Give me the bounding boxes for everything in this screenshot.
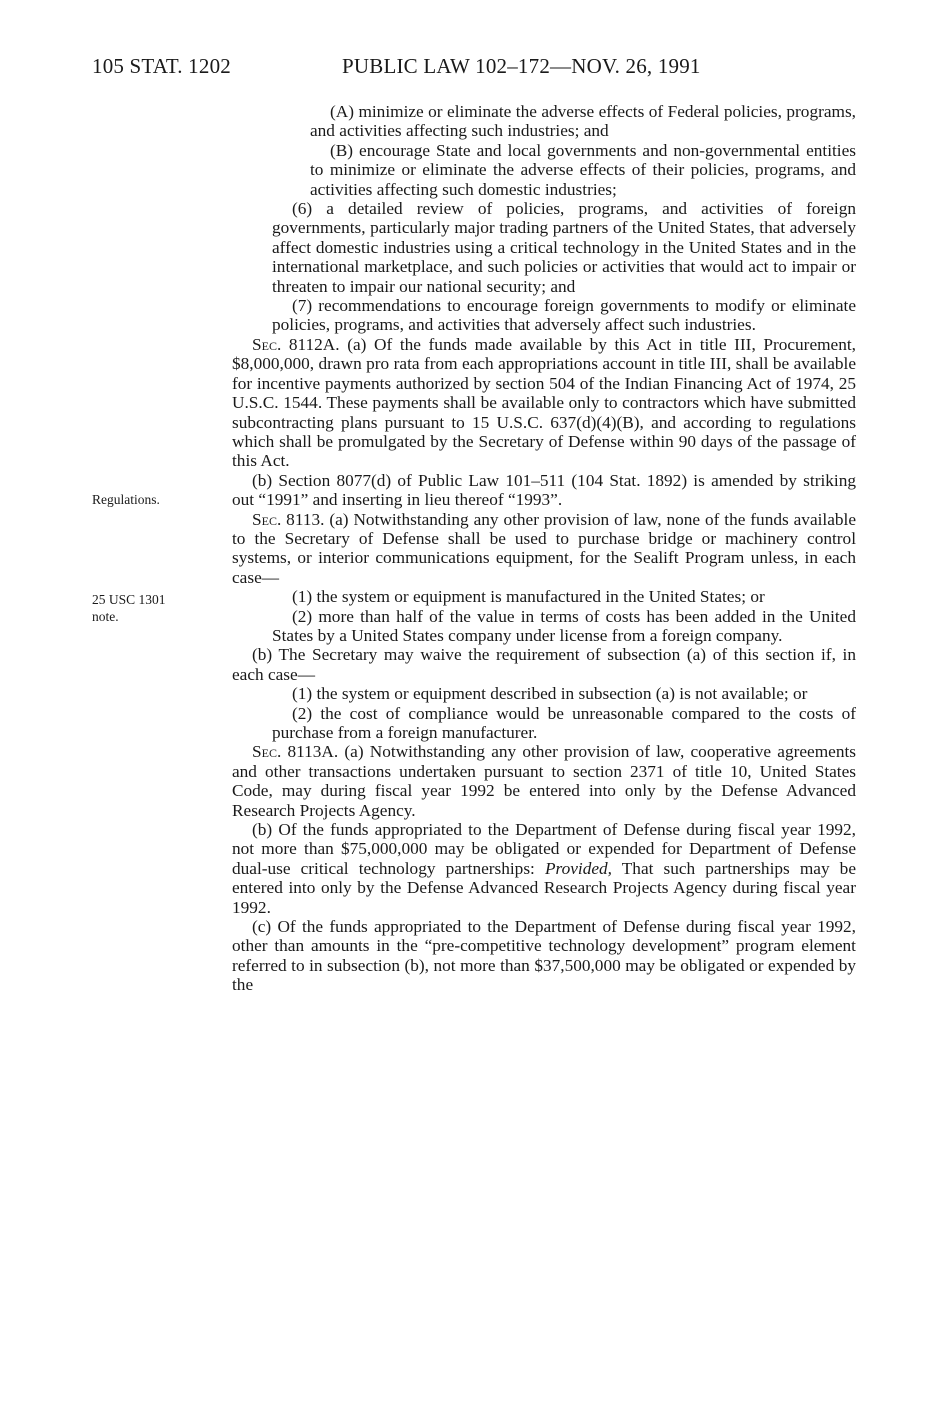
margin-note-usc-line2: note.	[92, 609, 119, 624]
paragraph-6: (6) a detailed review of policies, programs, and activities of foreign governments, particularly major trading partners of the United States, that adversely affect domestic industries using a critical technology in the United States and in the international marketplace, and such policies or activities that would act to impair or threaten to impair our national security; and	[272, 199, 856, 296]
public-law-title: PUBLIC LAW 102–172—NOV. 26, 1991	[342, 54, 701, 78]
body-text	[232, 102, 856, 995]
statute-page-number: 105 STAT. 1202	[92, 54, 231, 78]
sec-label: Sec.	[252, 509, 282, 529]
page-header	[92, 54, 872, 84]
provided-term: Provided,	[544, 858, 612, 878]
sec-label: Sec.	[252, 742, 282, 762]
section-8113a-b	[232, 820, 856, 917]
section-8113-b-item-2: (2) the cost of compliance would be unreasonable compared to the costs of purchase from a foreign manufacturer.	[272, 703, 856, 742]
section-8113-text: 8113. (a) Notwithstanding any other provision of law, none of the funds available to the Secretary of Defense shall be used to purchase bridge or machinery control systems, or interior communications equipment, for the Sealift Program unless, in each case—	[232, 509, 856, 587]
section-8113a-text: 8113A. (a) Notwithstanding any other provision of law, cooperative agreements and other transactions undertaken pursuant to section 2371 of title 10, United States Code, may during fiscal year 1992 be entered into only by the Defense Advanced Research Projects Agency.	[232, 742, 856, 820]
section-8113-b: (b) The Secretary may waive the requirement of subsection (a) of this section if, in each case—	[232, 645, 856, 684]
section-8113a	[232, 742, 856, 820]
margin-note-usc	[92, 591, 166, 625]
section-8112a-b: (b) Section 8077(d) of Public Law 101–511 (104 Stat. 1892) is amended by striking out “1991” and inserting in lieu thereof “1993”.	[232, 470, 856, 510]
section-8113a-b-text-after: That such partnerships may be entered into only by the Defense Advanced Research Projects Agency during fiscal year 1992.	[232, 858, 856, 917]
section-8112a-text: 8112A. (a) Of the funds made available by this Act in title III, Procurement, $8,000,000, drawn pro rata from each appropriations account in title III, shall be available for incentive payments authorized by section 504 of the Indian Financing Act of 1974, 25 U.S.C. 1544. These payments shall be available only to contractors which have submitted subcontracting plans pursuant to 15 U.S.C. 637(d)(4)(B), and according to regulations which shall be promulgated by the Secretary of Defense within 90 days of the passage of this Act.	[232, 334, 856, 471]
section-8113a-b-text-before: (b) Of the funds appropriated to the Department of Defense during fiscal year 1992, not more than $75,000,000 may be obligated or expended for Department of Defense dual-use critical technology partnerships:	[232, 820, 856, 878]
section-8113-b-item-1: (1) the system or equipment described in subsection (a) is not available; or	[292, 684, 808, 704]
section-8112a	[232, 335, 856, 471]
margin-note-usc-line1: 25 USC 1301	[92, 592, 166, 607]
margin-note-regulations: Regulations.	[92, 492, 160, 507]
section-8113a-c: (c) Of the funds appropriated to the Department of Defense during fiscal year 1992, other than amounts in the “pre-competitive technology development” program element referred to in subsection (b), not more than $37,500,000 may be obligated or expended by the	[232, 917, 856, 995]
section-8113	[232, 510, 856, 588]
paragraph-b: (B) encourage State and local governments and non-governmental entities to minimize or eliminate the adverse effects of their policies, programs, and activities affecting such domestic industries;	[310, 140, 856, 199]
section-8113-item-2: (2) more than half of the value in terms of costs has been added in the United States by a United States company under license from a foreign company.	[272, 606, 856, 645]
section-8113-item-1: (1) the system or equipment is manufactured in the United States; or	[292, 587, 765, 607]
paragraph-a: (A) minimize or eliminate the adverse effects of Federal policies, programs, and activities affecting such industries; and	[310, 102, 856, 141]
paragraph-7: (7) recommendations to encourage foreign governments to modify or eliminate policies, programs, and activities that adversely affect such industries.	[272, 296, 856, 335]
sec-label: Sec.	[252, 334, 282, 354]
